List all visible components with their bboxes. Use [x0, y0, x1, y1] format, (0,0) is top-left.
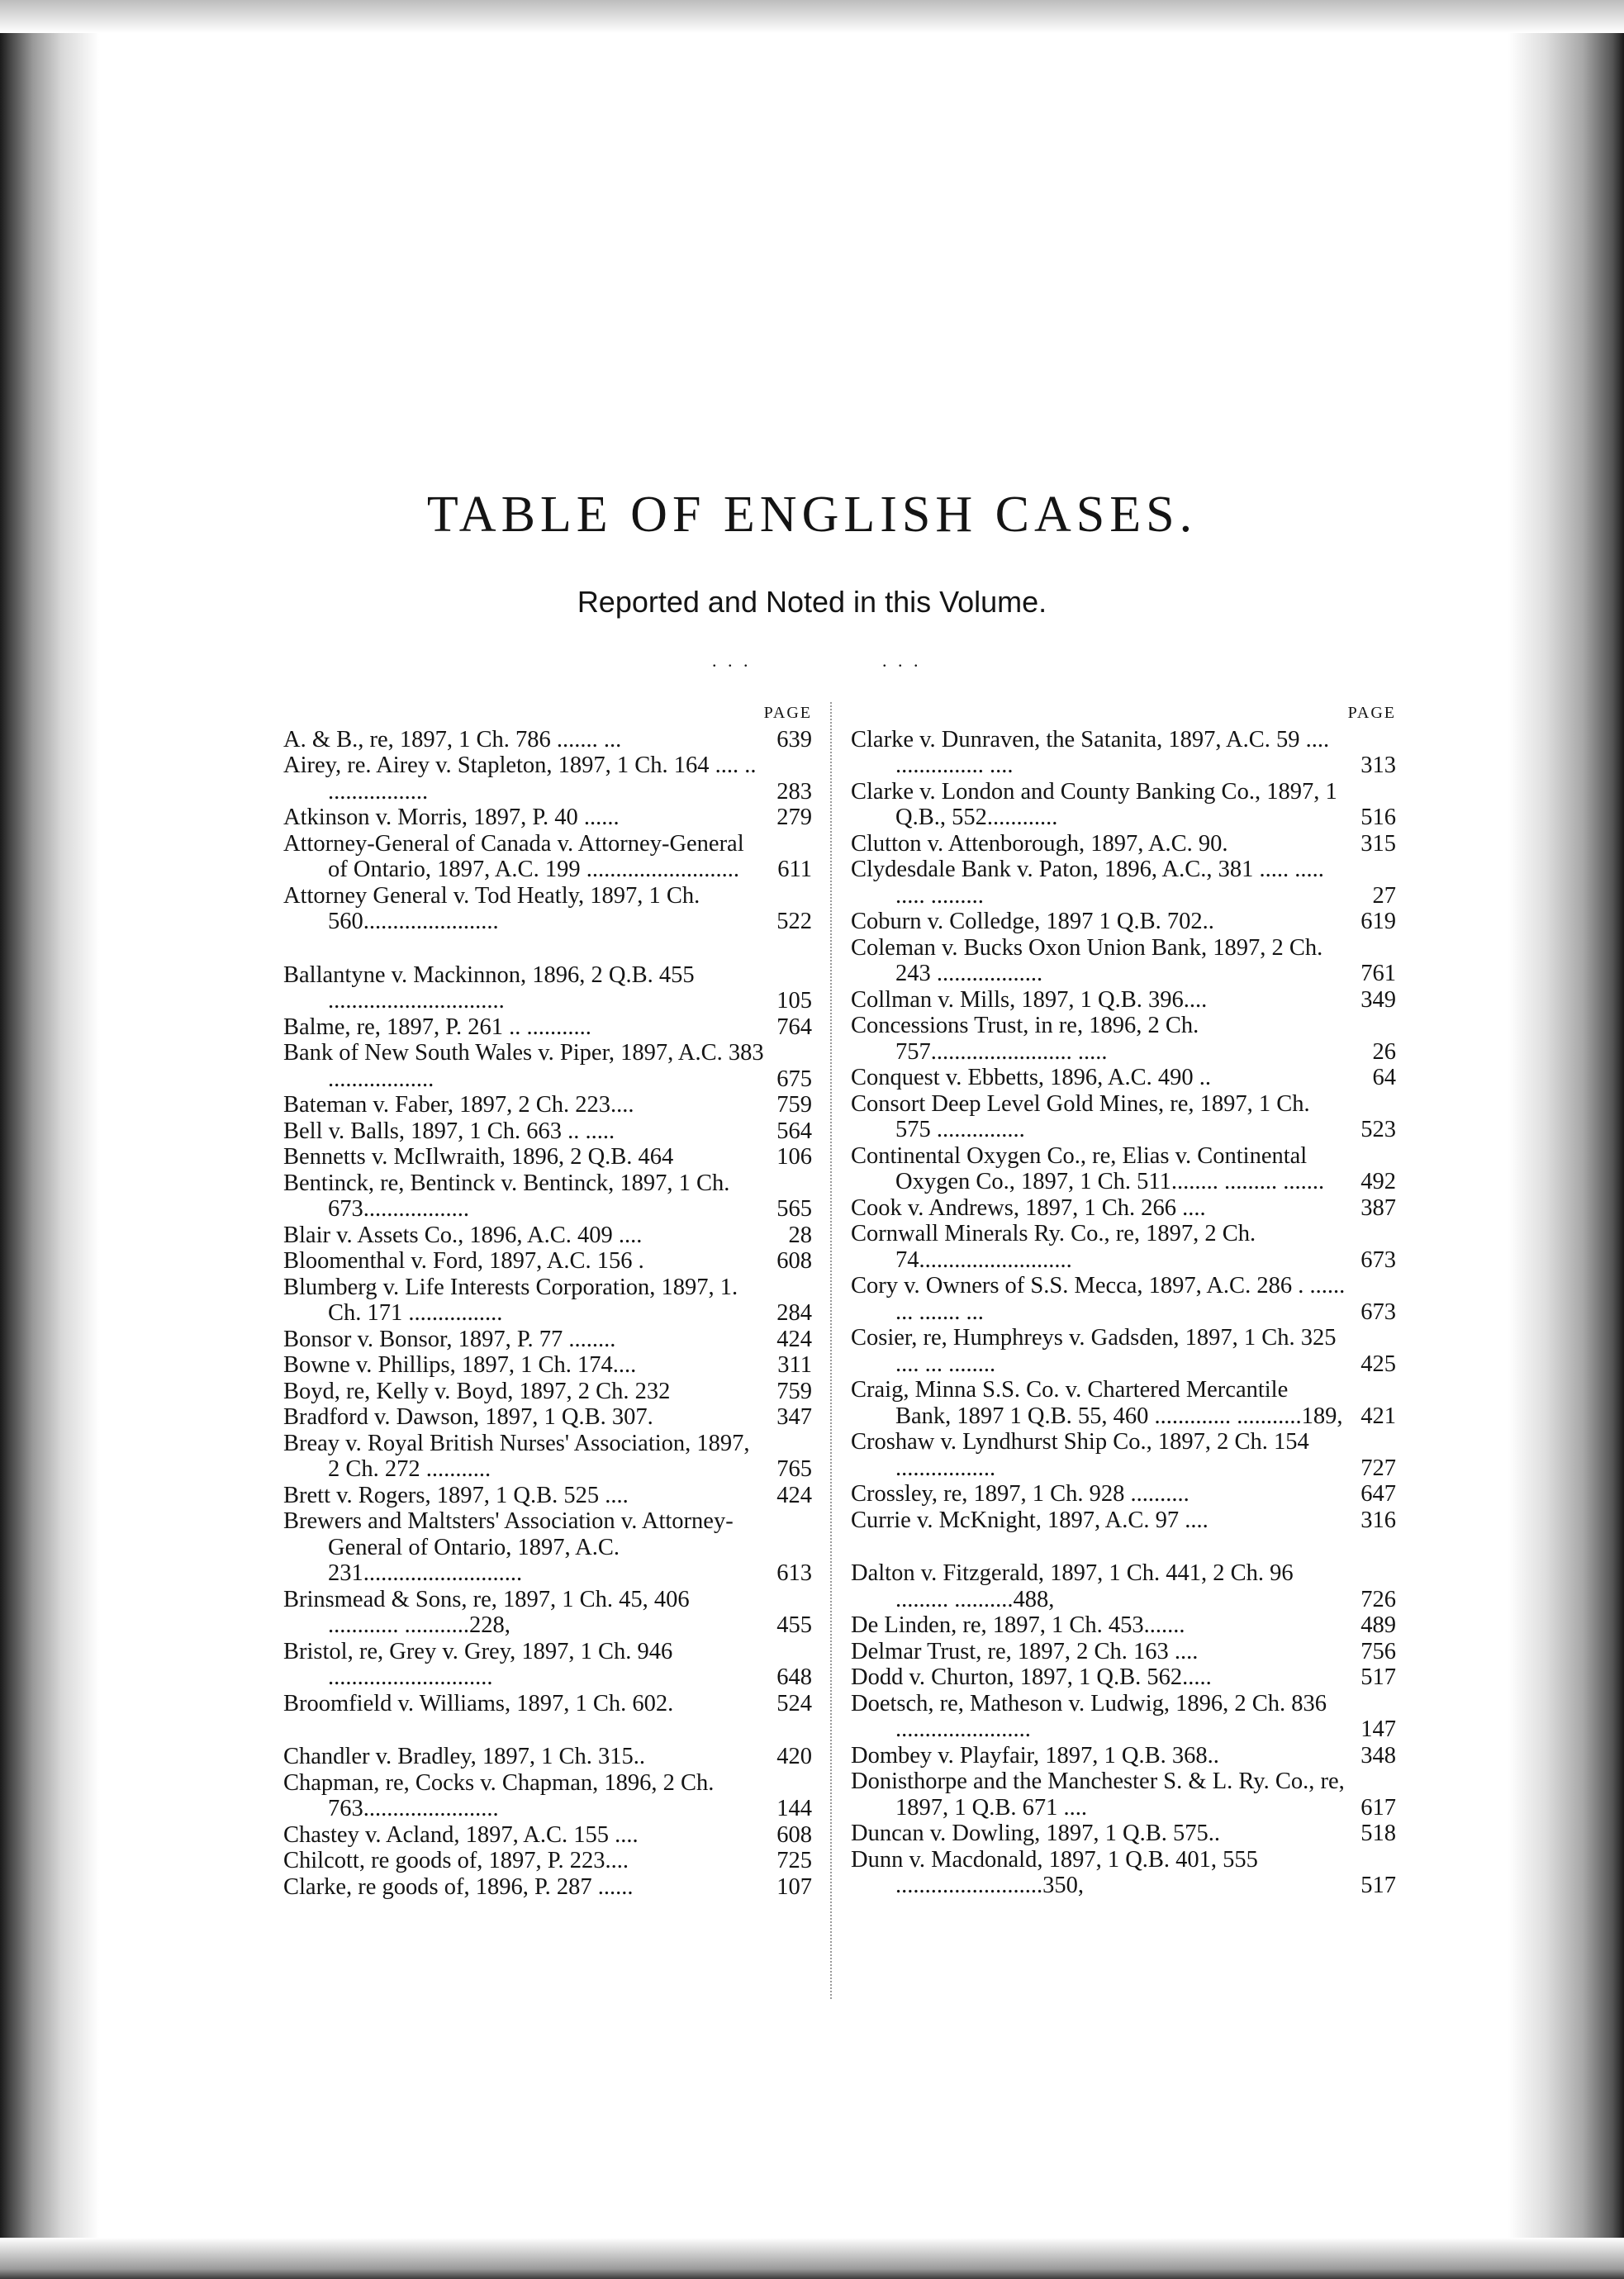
- case-page-number: 648: [776, 1664, 812, 1690]
- case-citation: Blumberg v. Life Interests Corporation, 1897, 1. Ch. 171 ................: [283, 1274, 738, 1326]
- case-page-number: 284: [776, 1300, 812, 1326]
- case-citation: Continental Oxygen Co., re, Elias v. Continental Oxygen Co., 1897, 1 Ch. 511........ ......... .......: [851, 1142, 1325, 1194]
- case-page-number: 673: [1360, 1299, 1396, 1325]
- case-entry: [283, 1874, 812, 1901]
- case-entry: [283, 1040, 812, 1092]
- case-citation: Bloomenthal v. Ford, 1897, A.C. 156 .: [283, 1248, 644, 1274]
- case-entry: [283, 1483, 812, 1509]
- case-entry: [283, 1848, 812, 1874]
- case-entry: [851, 1065, 1396, 1091]
- page-title: TABLE OF ENGLISH CASES.: [426, 487, 1198, 543]
- case-citation: Craig, Minna S.S. Co. v. Chartered Mercantile Bank, 1897 1 Q.B. 55, 460 ............. ...........189,: [851, 1377, 1343, 1429]
- case-citation: Clutton v. Attenborough, 1897, A.C. 90.: [851, 830, 1228, 857]
- case-citation: Duncan v. Dowling, 1897, 1 Q.B. 575..: [851, 1821, 1220, 1846]
- case-page-number: 617: [1360, 1794, 1396, 1821]
- case-page-number: 349: [1360, 986, 1396, 1013]
- case-page-number: 518: [1360, 1821, 1396, 1846]
- case-page-number: 492: [1360, 1169, 1396, 1194]
- case-entry: [851, 1377, 1396, 1429]
- case-page-number: 347: [776, 1404, 812, 1430]
- case-citation: Attorney General v. Tod Heatly, 1897, 1 Ch. 560.......................: [283, 882, 700, 934]
- case-page-number: 455: [776, 1612, 812, 1638]
- case-entry: [283, 1431, 812, 1483]
- case-page-number: 761: [1360, 961, 1396, 986]
- case-entry: [283, 1327, 812, 1353]
- case-entry: [851, 1143, 1396, 1195]
- scan-edge-right: [1508, 0, 1624, 2279]
- case-page-number: 639: [776, 726, 812, 753]
- case-entry: [283, 883, 812, 935]
- case-citation: Collman v. Mills, 1897, 1 Q.B. 396....: [851, 986, 1208, 1013]
- case-entry: [851, 1481, 1396, 1507]
- case-entry: [283, 1352, 812, 1379]
- case-citation: Bell v. Balls, 1897, 1 Ch. 663 .. .....: [283, 1118, 615, 1144]
- case-entry: [851, 831, 1396, 857]
- case-entry: [283, 753, 812, 805]
- case-entry: [851, 727, 1396, 779]
- case-citation: Bank of New South Wales v. Piper, 1897, A.C. 383 ..................: [283, 1040, 764, 1092]
- case-citation: Concessions Trust, in re, 1896, 2 Ch. 757........................ .....: [851, 1013, 1199, 1065]
- case-citation: Broomfield v. Williams, 1897, 1 Ch. 602.: [283, 1690, 674, 1716]
- case-citation: Croshaw v. Lyndhurst Ship Co., 1897, 2 Ch. 154 .................: [851, 1429, 1309, 1481]
- case-entry: [283, 1275, 812, 1327]
- case-citation: Consort Deep Level Gold Mines, re, 1897, 1 Ch. 575 ...............: [851, 1090, 1310, 1142]
- section-gap: [851, 1533, 1396, 1560]
- case-entry: [283, 1092, 812, 1118]
- case-page-number: 619: [1360, 909, 1396, 934]
- case-citation: Bateman v. Faber, 1897, 2 Ch. 223....: [283, 1092, 634, 1118]
- case-entry: [851, 1013, 1396, 1065]
- case-citation: Cook v. Andrews, 1897, 1 Ch. 266 ....: [851, 1194, 1206, 1221]
- case-entry: [283, 962, 812, 1014]
- case-entry: [851, 1273, 1396, 1325]
- case-citation: Cornwall Minerals Ry. Co., re, 1897, 2 Ch. 74..........................: [851, 1221, 1256, 1273]
- case-entry: [851, 1091, 1396, 1143]
- case-citation: Brett v. Rogers, 1897, 1 Q.B. 525 ....: [283, 1482, 629, 1508]
- case-citation: Bowne v. Phillips, 1897, 1 Ch. 174....: [283, 1352, 637, 1378]
- case-entry: [283, 1508, 812, 1587]
- case-citation: Dodd v. Churton, 1897, 1 Q.B. 562.....: [851, 1664, 1212, 1690]
- case-citation: Brewers and Maltsters' Association v. Attorney-General of Ontario, 1897, A.C. 231...........................: [283, 1508, 734, 1586]
- case-entry: [851, 1664, 1396, 1691]
- case-citation: A. & B., re, 1897, 1 Ch. 786 ....... ...: [283, 726, 622, 753]
- case-citation: Dombey v. Playfair, 1897, 1 Q.B. 368..: [851, 1742, 1219, 1769]
- case-entry: [851, 987, 1396, 1014]
- scan-edge-bottom: [0, 2238, 1624, 2279]
- case-entry: [851, 935, 1396, 987]
- page-column-header: PAGE: [763, 704, 812, 722]
- case-page-number: 26: [1372, 1038, 1396, 1065]
- case-entry: [283, 1639, 812, 1691]
- left-column: [283, 700, 812, 1900]
- page-column-header: PAGE: [1347, 704, 1396, 722]
- case-page-number: 421: [1360, 1403, 1396, 1429]
- case-citation: Attorney-General of Canada v. Attorney-General of Ontario, 1897, A.C. 199 ..........................: [283, 830, 744, 882]
- case-entry: [851, 1769, 1396, 1821]
- case-citation: Ballantyne v. Mackinnon, 1896, 2 Q.B. 455 ..............................: [283, 961, 695, 1014]
- case-page-number: 64: [1372, 1065, 1396, 1090]
- case-citation: Atkinson v. Morris, 1897, P. 40 ......: [283, 805, 620, 830]
- case-entry: [283, 1248, 812, 1275]
- case-entry: [283, 805, 812, 831]
- case-page-number: 675: [776, 1066, 812, 1092]
- case-entry: [283, 831, 812, 883]
- case-citation: Bonsor v. Bonsor, 1897, P. 77 ........: [283, 1326, 616, 1352]
- case-entry: [851, 1612, 1396, 1639]
- case-page-number: 424: [776, 1482, 812, 1508]
- case-page-number: 517: [1360, 1873, 1396, 1898]
- case-citation: Dunn v. Macdonald, 1897, 1 Q.B. 401, 555 .........................350,: [851, 1846, 1258, 1898]
- case-page-number: 759: [776, 1378, 812, 1404]
- right-column: [851, 700, 1396, 1899]
- case-citation: Chapman, re, Cocks v. Chapman, 1896, 2 Ch. 763.......................: [283, 1769, 715, 1821]
- case-entry: [283, 1170, 812, 1223]
- case-page-number: 516: [1360, 805, 1396, 830]
- case-entry: [851, 909, 1396, 935]
- case-citation: Clarke v. London and County Banking Co., 1897, 1 Q.B., 552............: [851, 778, 1337, 830]
- case-page-number: 348: [1360, 1742, 1396, 1769]
- case-citation: Cosier, re, Humphreys v. Gadsden, 1897, 1 Ch. 325 .... ... ........: [851, 1325, 1337, 1377]
- case-page-number: 311: [777, 1352, 812, 1378]
- case-page-number: 565: [776, 1196, 812, 1222]
- case-page-number: 611: [777, 857, 812, 882]
- case-page-number: 564: [776, 1118, 812, 1144]
- case-entry: [851, 857, 1396, 909]
- case-citation: Bradford v. Dawson, 1897, 1 Q.B. 307.: [283, 1404, 653, 1430]
- case-citation: Crossley, re, 1897, 1 Ch. 928 ..........: [851, 1481, 1190, 1507]
- case-citation: Dalton v. Fitzgerald, 1897, 1 Ch. 441, 2 Ch. 96 ......... ..........488,: [851, 1560, 1294, 1612]
- case-page-number: 27: [1372, 882, 1396, 909]
- case-page-number: 613: [776, 1560, 812, 1586]
- case-page-number: 608: [776, 1248, 812, 1274]
- case-citation: Clarke, re goods of, 1896, P. 287 ......: [283, 1873, 634, 1900]
- case-page-number: 759: [776, 1092, 812, 1118]
- case-entry: [283, 1822, 812, 1849]
- case-page-number: 425: [1360, 1351, 1396, 1377]
- case-citation: Clydesdale Bank v. Paton, 1896, A.C., 381 ..... ..... ..... .........: [851, 857, 1324, 909]
- case-page-number: 647: [1360, 1481, 1396, 1507]
- case-citation: Blair v. Assets Co., 1896, A.C. 409 ....: [283, 1222, 643, 1248]
- case-page-number: 524: [776, 1690, 812, 1716]
- case-citation: Donisthorpe and the Manchester S. & L. Ry. Co., re, 1897, 1 Q.B. 671 ....: [851, 1769, 1345, 1821]
- case-entry: [283, 1014, 812, 1041]
- ornament-dots-right: . . .: [882, 650, 922, 671]
- case-page-number: 144: [776, 1796, 812, 1821]
- case-page-number: 424: [776, 1326, 812, 1352]
- case-citation: Currie v. McKnight, 1897, A.C. 97 ....: [851, 1507, 1209, 1533]
- case-page-number: 756: [1360, 1638, 1396, 1664]
- case-entry: [283, 1770, 812, 1822]
- section-gap: [283, 1716, 812, 1744]
- case-page-number: 387: [1360, 1194, 1396, 1221]
- case-entry: [851, 1325, 1396, 1377]
- case-page-number: 725: [776, 1848, 812, 1873]
- case-citation: Airey, re. Airey v. Stapleton, 1897, 1 Ch. 164 .... .. .................: [283, 753, 757, 805]
- scan-edge-left: [0, 0, 99, 2279]
- case-page-number: 315: [1360, 830, 1396, 857]
- case-entry: [283, 1691, 812, 1717]
- case-entry: [851, 779, 1396, 831]
- case-citation: Chastey v. Acland, 1897, A.C. 155 ....: [283, 1821, 639, 1848]
- case-page-number: 673: [1360, 1246, 1396, 1273]
- case-page-number: 147: [1360, 1716, 1396, 1742]
- case-entry: [851, 1743, 1396, 1769]
- case-entry: [851, 1639, 1396, 1665]
- case-entry: [851, 1221, 1396, 1273]
- case-citation: Chandler v. Bradley, 1897, 1 Ch. 315..: [283, 1744, 645, 1769]
- case-entry: [851, 1429, 1396, 1481]
- case-entry: [283, 1118, 812, 1145]
- case-page-number: 727: [1360, 1455, 1396, 1481]
- case-citation: Doetsch, re, Matheson v. Ludwig, 1896, 2 Ch. 836 .......................: [851, 1690, 1327, 1742]
- case-page-number: 107: [776, 1873, 812, 1900]
- case-citation: Breay v. Royal British Nurses' Association, 1897, 2 Ch. 272 ...........: [283, 1430, 750, 1482]
- scan-edge-top: [0, 0, 1624, 33]
- case-citation: Chilcott, re goods of, 1897, P. 223....: [283, 1848, 629, 1873]
- case-page-number: 283: [776, 778, 812, 805]
- case-citation: Cory v. Owners of S.S. Mecca, 1897, A.C. 286 . ...... ... ....... ...: [851, 1273, 1346, 1325]
- case-page-number: 105: [776, 988, 812, 1014]
- case-citation: Coleman v. Bucks Oxon Union Bank, 1897, 2 Ch. 243 ..................: [851, 934, 1323, 986]
- case-entry: [283, 1404, 812, 1431]
- case-entry: [851, 1821, 1396, 1847]
- case-entry: [283, 1587, 812, 1639]
- case-citation: Delmar Trust, re, 1897, 2 Ch. 163 ....: [851, 1638, 1199, 1664]
- case-page-number: 522: [776, 909, 812, 934]
- case-citation: Coburn v. Colledge, 1897 1 Q.B. 702..: [851, 909, 1214, 934]
- case-page-number: 106: [776, 1144, 812, 1170]
- case-page-number: 420: [776, 1744, 812, 1769]
- case-citation: Bristol, re, Grey v. Grey, 1897, 1 Ch. 946 ............................: [283, 1638, 673, 1690]
- case-page-number: 726: [1360, 1586, 1396, 1612]
- case-entry: [851, 1195, 1396, 1222]
- case-citation: Conquest v. Ebbetts, 1896, A.C. 490 ..: [851, 1065, 1211, 1090]
- case-page-number: 523: [1360, 1117, 1396, 1142]
- case-entry: [283, 1379, 812, 1405]
- case-citation: Boyd, re, Kelly v. Boyd, 1897, 2 Ch. 232: [283, 1378, 671, 1404]
- case-page-number: 517: [1360, 1664, 1396, 1690]
- case-page-number: 765: [776, 1456, 812, 1482]
- ornament-dots-left: . . .: [712, 650, 752, 671]
- case-page-number: 489: [1360, 1612, 1396, 1638]
- case-entry: [283, 1223, 812, 1249]
- case-entry: [283, 1744, 812, 1770]
- case-page-number: 608: [776, 1821, 812, 1848]
- case-citation: Bennetts v. McIlwraith, 1896, 2 Q.B. 464: [283, 1144, 674, 1170]
- case-entry: [851, 1691, 1396, 1743]
- case-page-number: 279: [776, 805, 812, 830]
- case-citation: Balme, re, 1897, P. 261 .. ...........: [283, 1014, 591, 1040]
- case-page-number: 316: [1360, 1507, 1396, 1533]
- case-citation: Clarke v. Dunraven, the Satanita, 1897, A.C. 59 .... ............... ....: [851, 726, 1330, 778]
- column-divider: [830, 702, 832, 1999]
- case-entry: [851, 1507, 1396, 1534]
- case-citation: De Linden, re, 1897, 1 Ch. 453.......: [851, 1612, 1185, 1638]
- case-page-number: 764: [776, 1014, 812, 1040]
- case-page-number: 313: [1360, 753, 1396, 778]
- section-gap: [283, 935, 812, 962]
- page-subtitle: Reported and Noted in this Volume.: [577, 585, 1047, 619]
- case-entry: [851, 1560, 1396, 1612]
- case-citation: Bentinck, re, Bentinck v. Bentinck, 1897, 1 Ch. 673..................: [283, 1170, 730, 1222]
- case-entry: [851, 1847, 1396, 1899]
- case-page-number: 28: [788, 1222, 812, 1248]
- case-citation: Brinsmead & Sons, re, 1897, 1 Ch. 45, 406 ............ ...........228,: [283, 1586, 690, 1638]
- case-entry: [283, 1144, 812, 1170]
- case-entry: [283, 727, 812, 753]
